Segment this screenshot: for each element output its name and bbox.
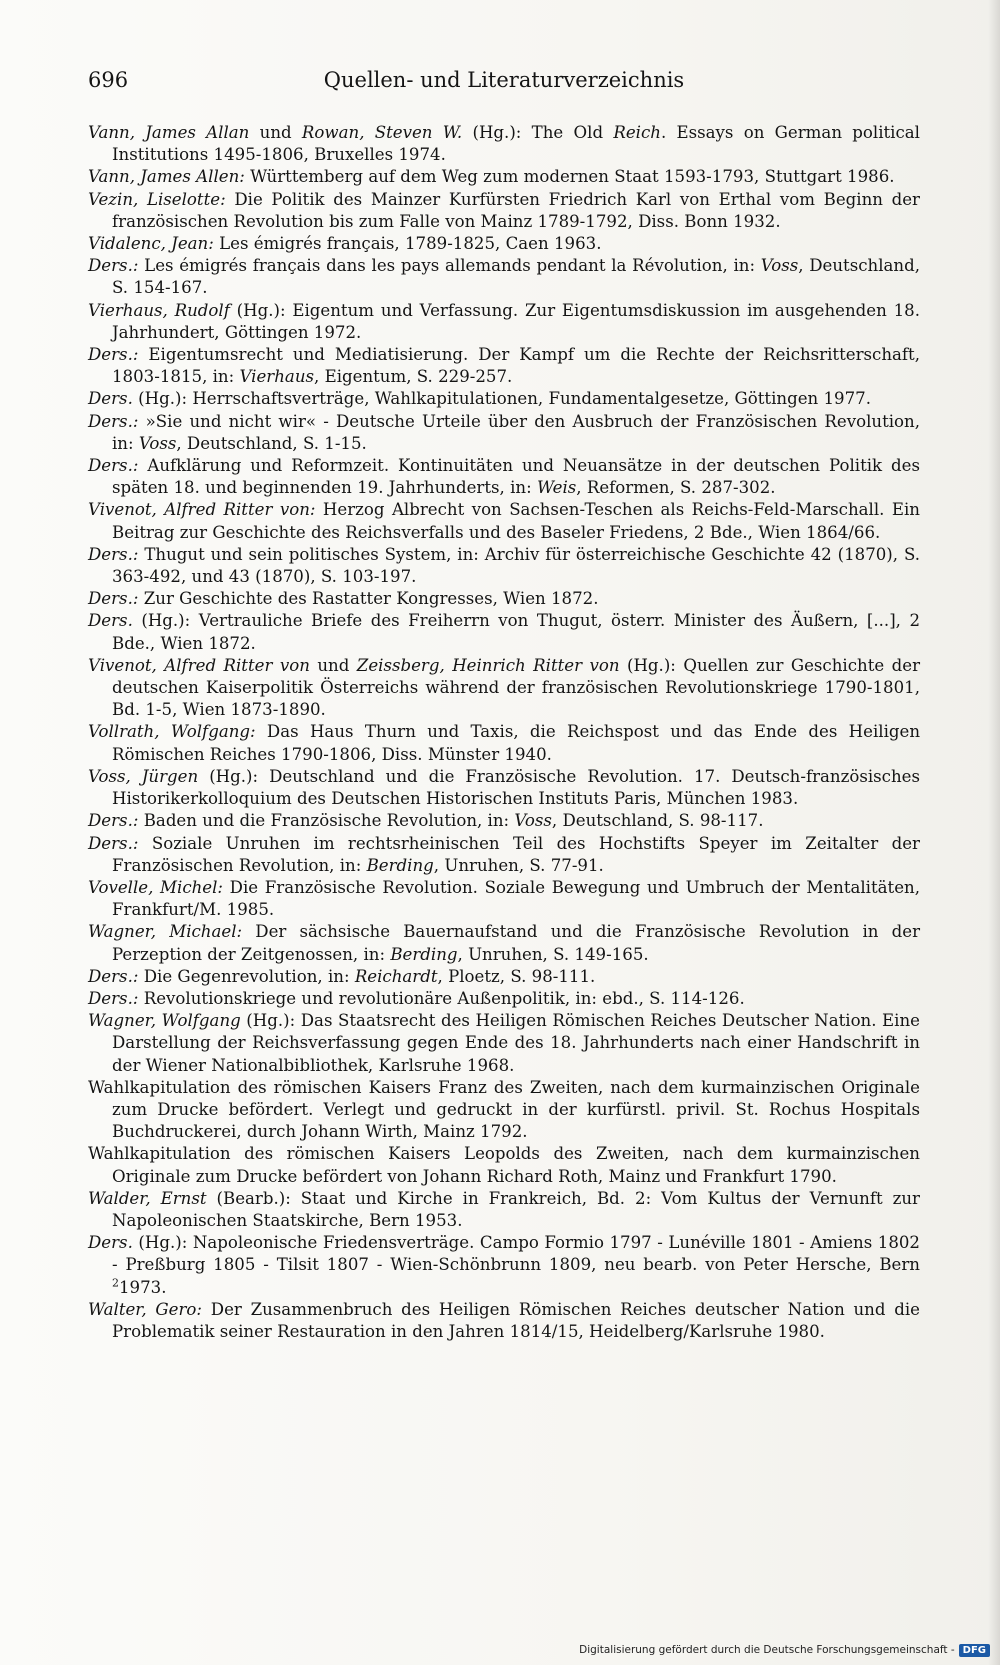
entry-author: Ders. <box>88 389 133 409</box>
entry-text-tail: , Ploetz, S. 98-111. <box>437 966 596 986</box>
bibliography-entry <box>88 655 920 722</box>
footer <box>579 1641 990 1659</box>
page-header <box>88 64 920 104</box>
entry-text: (Hg.): Vertrauliche Briefe des Freiherrn von Thugut, österr. Minister des Äußern, [...], 2 Bde., Wien 1872. <box>112 611 920 653</box>
entry-text: (Hg.): Eigentum und Verfassung. Zur Eigentumsdiskussion im ausgehenden 18. Jahrhundert, Göttingen 1972. <box>112 300 920 342</box>
entry-text: Die Gegenrevolution, in: <box>138 966 355 986</box>
entry-reference-author: Voss <box>138 433 177 453</box>
entry-text-tail: , Reformen, S. 287-302. <box>576 478 776 498</box>
entry-text-tail: , Deutschland, S. 98-117. <box>551 811 764 831</box>
entry-text-tail: , Unruhen, S. 77-91. <box>433 855 604 875</box>
entry-text: Baden und die Französische Revolution, in: <box>138 811 515 831</box>
entry-coauthor: Rowan, Steven W. <box>301 123 463 142</box>
bibliography-entry <box>88 833 920 877</box>
entry-author: Ders.: <box>88 345 139 365</box>
entry-text-tail: . Essays on German political Institutions 1495-1806, Bruxelles 1974. <box>112 123 920 165</box>
entry-text: Les émigrés français, 1789-1825, Caen 1963. <box>213 234 602 254</box>
bibliography-entry <box>88 988 920 1010</box>
entry-text: (Bearb.): Staat und Kirche in Frankreich, Bd. 2: Vom Kultus der Vernunft zur Napoleonischen Staatskirche, Bern 1953. <box>112 1188 920 1230</box>
bibliography-entry <box>88 499 920 543</box>
entry-text: »Sie und nicht wir« - Deutsche Urteile über den Ausbruch der Französischen Revolution, in: <box>112 411 920 453</box>
edition-superscript: 2 <box>112 1276 119 1290</box>
entry-text: Zur Geschichte des Rastatter Kongresses, Wien 1872. <box>138 589 599 609</box>
entry-text-tail: , Deutschland, S. 154-167. <box>112 256 921 298</box>
entry-author: Ders.: <box>88 456 139 476</box>
entry-reference-author: Reichardt <box>354 966 438 986</box>
page-edge-shadow <box>988 0 1000 1665</box>
entry-text-tail: , Deutschland, S. 1-15. <box>176 433 367 453</box>
bibliography-entry <box>88 189 920 233</box>
entry-author: Wagner, Michael: <box>88 922 243 942</box>
entry-text-tail: , Unruhen, S. 149-165. <box>457 944 649 964</box>
entry-text: Soziale Unruhen im rechtsrheinischen Teil des Hochstifts Speyer im Zeitalter der Französischen Revolution, in: <box>112 833 920 875</box>
footer-credit: Digitalisierung gefördert durch die Deutsche Forschungsgemeinschaft - <box>579 1644 955 1656</box>
entry-text: Der Zusammenbruch des Heiligen Römischen Reiches deutscher Nation und die Problematik seiner Restauration in den Jahren 1814/15, Heidelberg/Karlsruhe 1980. <box>112 1299 920 1341</box>
entry-text: Eigentumsrecht und Mediatisierung. Der Kampf um die Rechte der Reichsritterschaft, 1803-1815, in: <box>112 345 920 387</box>
bibliography-entry <box>88 255 920 299</box>
entry-author: Ders.: <box>88 256 139 276</box>
entry-reference-author: Reich <box>613 123 661 142</box>
bibliography-entry <box>88 544 920 588</box>
entry-coauthor: Zeissberg, Heinrich Ritter von <box>356 655 620 675</box>
entry-text: Revolutionskriege und revolutionäre Außenpolitik, in: ebd., S. 114-126. <box>138 988 745 1008</box>
entry-text: Aufklärung und Reformzeit. Kontinuitäten und Neuansätze in der deutschen Politik des späten 18. und beginnenden 19. Jahrhunderts, in: <box>112 456 920 498</box>
entry-reference-author: Voss <box>760 256 799 276</box>
entry-text: (Hg.): Quellen zur Geschichte der deutschen Kaiserpolitik Österreichs während der französischen Revolutionskriege 1790-1801, Bd. 1-5, Wien 1873-1890. <box>112 655 920 720</box>
bibliography-entry <box>88 966 920 988</box>
entry-author: Ders. <box>88 1233 133 1253</box>
entry-text: Das Haus Thurn und Taxis, die Reichspost und das Ende des Heiligen Römischen Reiches 1790-1806, Diss. Münster 1940. <box>112 722 921 764</box>
entry-author: Ders.: <box>88 411 139 431</box>
entry-author: Wagner, Wolfgang <box>88 1011 241 1031</box>
entry-author: Vivenot, Alfred Ritter von: <box>88 500 316 520</box>
entry-author: Voss, Jürgen <box>88 766 199 786</box>
bibliography-entry <box>88 1143 920 1187</box>
entry-text: (Hg.): Napoleonische Friedensverträge. Campo Formio 1797 - Lunéville 1801 - Amiens 1802 - Preßburg 1805 - Tilsit 1807 - Wien-Schönbrunn 1809, neu bearb. von Peter Hersche, Bern <box>112 1233 920 1275</box>
entry-author: Walder, Ernst <box>88 1188 207 1208</box>
entry-author: Vezin, Liselotte: <box>88 189 226 209</box>
bibliography-entry <box>88 1010 920 1077</box>
bibliography-entry <box>88 921 920 965</box>
bibliography-entry <box>88 122 920 166</box>
entry-author: Vollrath, Wolfgang: <box>88 722 256 742</box>
entry-author: Vidalenc, Jean: <box>88 234 214 254</box>
entry-text: Herzog Albrecht von Sachsen-Teschen als Reichs-Feld-Marschall. Ein Beitrag zur Geschichte des Reichsverfalls und des Baseler Friedens, 2 Bde., Wien 1864/66. <box>112 500 920 542</box>
entry-author: Ders.: <box>88 811 139 831</box>
entry-connector: und <box>249 123 302 142</box>
entry-text: (Hg.): Deutschland und die Französische Revolution. 17. Deutsch-französisches Historikerkolloquium des Deutschen Historischen Instituts Paris, München 1983. <box>112 766 920 809</box>
bibliography-list <box>88 122 920 1343</box>
entry-text: Württemberg auf dem Weg zum modernen Staat 1593-1793, Stuttgart 1986. <box>244 167 895 187</box>
entry-author: Ders.: <box>88 544 139 564</box>
entry-year: 1973. <box>119 1277 167 1297</box>
bibliography-entry <box>88 1232 920 1299</box>
entry-author: Vivenot, Alfred Ritter von <box>88 655 310 675</box>
entry-author: Vovelle, Michel: <box>88 877 224 897</box>
entry-text: (Hg.): Herrschaftsverträge, Wahlkapitulationen, Fundamentalgesetze, Göttingen 1977. <box>132 389 871 409</box>
entry-text: Der sächsische Bauernaufstand und die Französische Revolution in der Perzeption der Zeitgenossen, in: <box>112 922 920 964</box>
entry-title-text: Wahlkapitulation des römischen Kaisers Franz des Zweiten, nach dem kurmainzischen Originale zum Drucke befördert. Verlegt und gedruckt in der kurfürstl. privil. St. Rochus Hospitals Buchdruckerei, durch Johann Wirth, Mainz 1792. <box>88 1077 920 1142</box>
entry-text-tail: , Eigentum, S. 229-257. <box>314 367 513 387</box>
bibliography-entry <box>88 1077 920 1144</box>
bibliography-entry <box>88 588 920 610</box>
entry-text: (Hg.): Das Staatsrecht des Heiligen Römischen Reiches Deutscher Nation. Eine Darstellung der Reichsverfassung gegen Ende des 18. Jahrhunderts nach einer Handschrift in der Wiener Nationalbibliothek, Karlsruhe 1968. <box>112 1011 920 1075</box>
entry-text: Thugut und sein politisches System, in: Archiv für österreichische Geschichte 42 (1870), S. 363-492, und 43 (1870), S. 103-197. <box>112 544 920 587</box>
bibliography-entry <box>88 1299 920 1343</box>
entry-connector: und <box>309 655 357 675</box>
entry-text: Les émigrés français dans les pays allemands pendant la Révolution, in: <box>138 256 761 276</box>
bibliography-entry <box>88 166 920 188</box>
entry-author: Ders.: <box>88 966 139 986</box>
entry-reference-author: Voss <box>514 811 552 831</box>
page-number: 696 <box>88 68 129 92</box>
bibliography-entry <box>88 810 920 832</box>
bibliography-entry <box>88 766 920 810</box>
bibliography-entry <box>88 411 920 455</box>
entry-author: Vierhaus, Rudolf <box>88 300 230 320</box>
entry-reference-author: Vierhaus <box>239 367 315 387</box>
entry-author: Walter, Gero: <box>88 1299 203 1319</box>
entry-title-text: Wahlkapitulation des römischen Kaisers Leopolds des Zweiten, nach dem kurmainzischen Originale zum Drucke befördert von Johann Richard Roth, Mainz und Frankfurt 1790. <box>88 1144 920 1186</box>
bibliography-entry <box>88 344 920 388</box>
bibliography-entry <box>88 233 920 255</box>
bibliography-entry <box>88 721 920 765</box>
entry-author: Ders.: <box>88 833 139 853</box>
bibliography-entry <box>88 610 920 654</box>
entry-author: Ders. <box>88 611 133 631</box>
entry-reference-author: Weis <box>536 478 577 498</box>
entry-author: Vann, James Allan <box>88 123 250 142</box>
bibliography-entry <box>88 388 920 410</box>
entry-reference-author: Berding <box>366 855 434 875</box>
bibliography-entry <box>88 300 920 344</box>
bibliography-entry <box>88 877 920 921</box>
running-head: Quellen- und Literaturverzeichnis <box>323 68 685 92</box>
entry-text: Die Französische Revolution. Soziale Bewegung und Umbruch der Mentalitäten, Frankfurt/M. 1985. <box>112 877 921 920</box>
dfg-logo: DFG <box>959 1644 990 1657</box>
entry-author: Ders.: <box>88 589 139 609</box>
entry-reference-author: Berding <box>390 944 458 964</box>
entry-author: Ders.: <box>88 988 139 1008</box>
bibliography-entry <box>88 1188 920 1232</box>
entry-text: (Hg.): The Old <box>462 123 614 142</box>
entry-text: Die Politik des Mainzer Kurfürsten Friedrich Karl von Erthal vom Beginn der französischen Revolution bis zum Falle von Mainz 1789-1792, Diss. Bonn 1932. <box>112 189 920 231</box>
entry-author: Vann, James Allen: <box>88 167 245 187</box>
bibliography-entry <box>88 455 920 499</box>
